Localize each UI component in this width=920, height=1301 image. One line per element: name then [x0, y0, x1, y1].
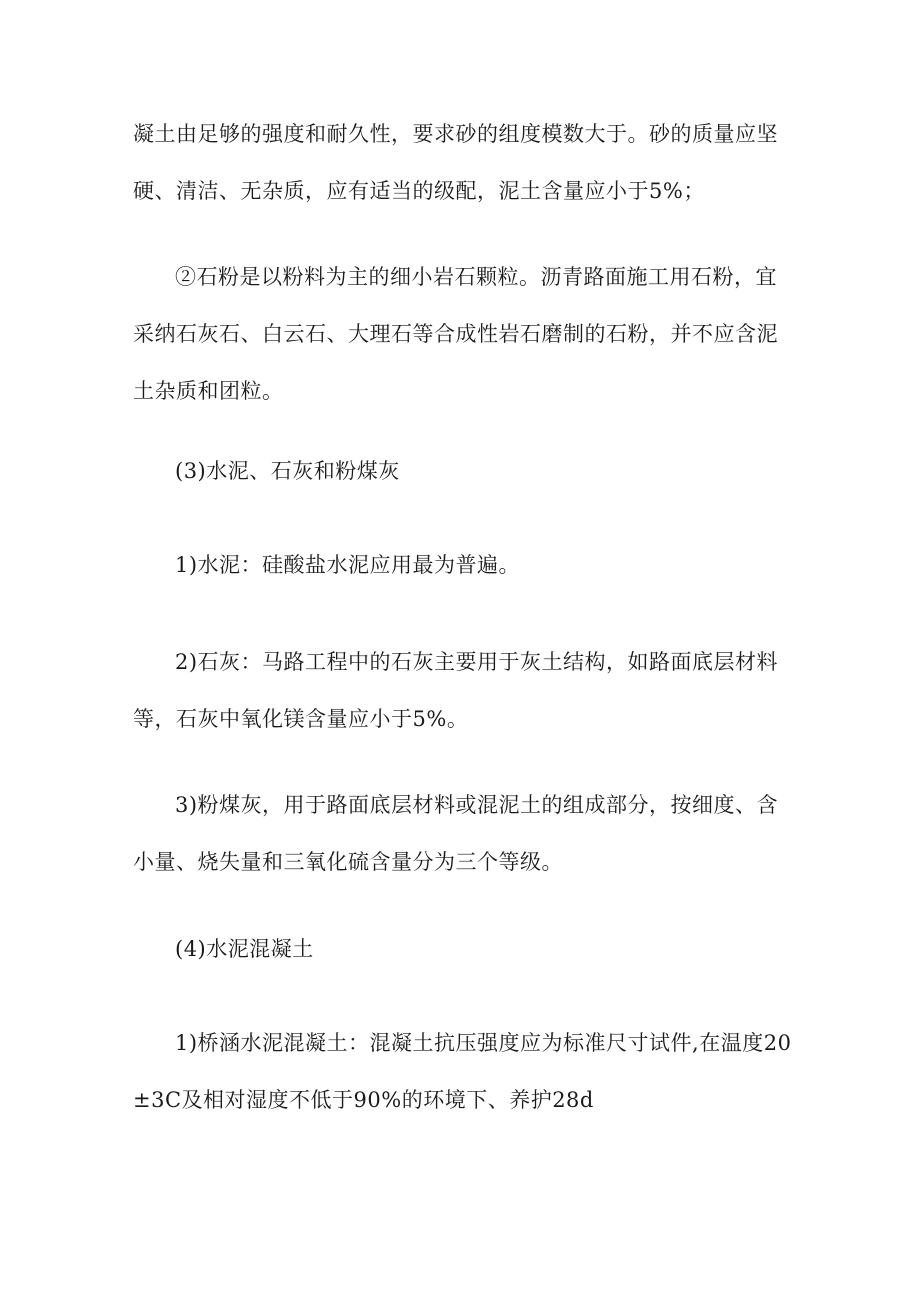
paragraph-fly-ash: 3)粉煤灰，用于路面底层材料或混泥土的组成部分，按细度、含小量、烧失量和三氧化硫含量分为三个等级。 — [133, 793, 779, 874]
paragraph-sand-requirements: 凝土由足够的强度和耐久性，要求砂的组度模数大于。砂的质量应坚硬、清洁、无杂质，应有适当的级配，泥土含量应小于5%； — [133, 122, 778, 203]
paragraph-cement: 1)水泥：硅酸盐水泥应用最为普遍。 — [175, 553, 521, 577]
paragraph-lime: 2)石灰：马路工程中的石灰主要用于灰土结构，如路面底层材料等，石灰中氧化镁含量应小于5%。 — [133, 650, 779, 731]
section-heading-cement-lime-flyash: (3)水泥、石灰和粉煤灰 — [175, 459, 400, 483]
paragraph-stone-powder: ②石粉是以粉料为主的细小岩石颗粒。沥青路面施工用石粉，宜采纳石灰石、白云石、大理石等合成性岩石磨制的石粉，并不应含泥土杂质和团粒。 — [133, 265, 778, 403]
section-heading-cement-concrete: (4)水泥混凝土 — [175, 937, 314, 961]
paragraph-bridge-concrete: 1)桥涵水泥混凝土：混凝土抗压强度应为标准尺寸试件,在温度20±3C及相对湿度不低于90%的环境下、养护28d — [133, 1031, 792, 1112]
